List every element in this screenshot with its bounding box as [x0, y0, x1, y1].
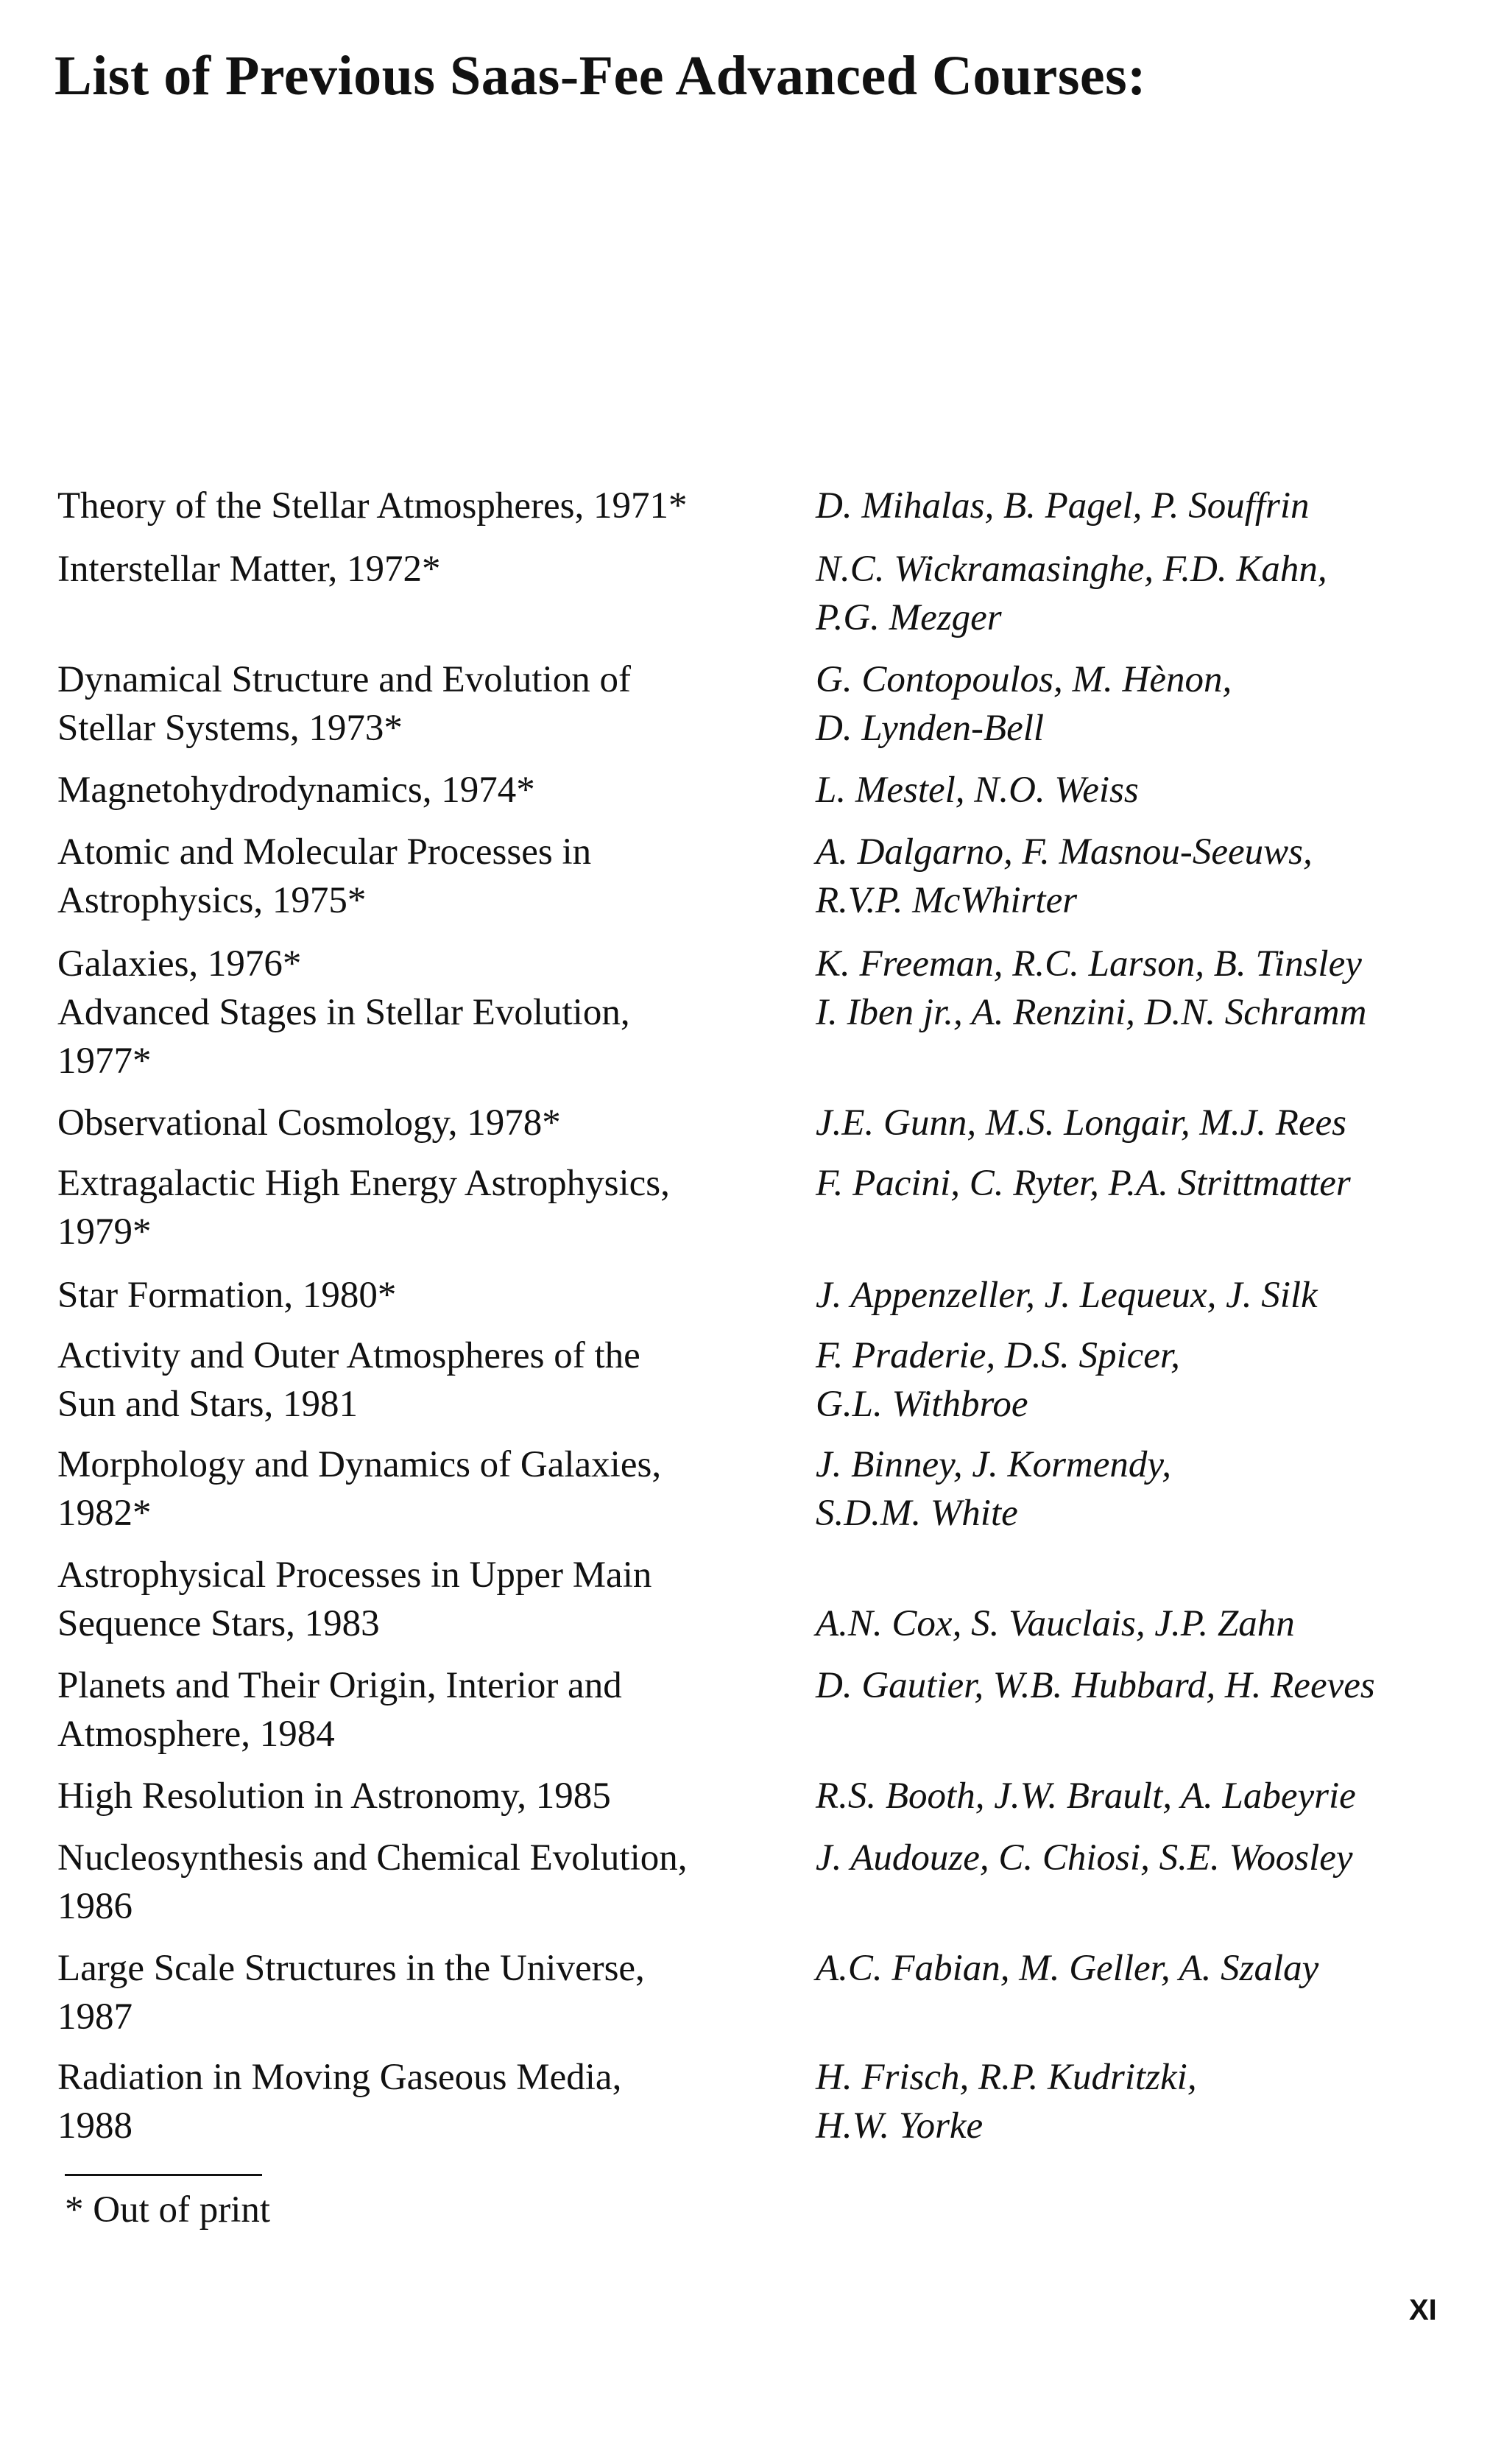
- course-lecturers: [816, 1331, 1180, 1429]
- course-title: [57, 1661, 622, 1759]
- course-title-line: Advanced Stages in Stellar Evolution,: [57, 992, 630, 1033]
- course-title: [57, 1099, 561, 1147]
- course-lecturers: [816, 482, 1310, 530]
- course-title-line: Nucleosynthesis and Chemical Evolution,: [57, 1837, 688, 1879]
- lecturers-line: F. Pacini, C. Ryter, P.A. Strittmatter: [816, 1163, 1351, 1204]
- course-title-line: Atmosphere, 1984: [57, 1714, 335, 1755]
- course-title: [57, 1159, 670, 1256]
- lecturers-line: D. Mihalas, B. Pagel, P. Souffrin: [816, 485, 1310, 527]
- course-title-line: 1986: [57, 1886, 133, 1927]
- course-lecturers: [816, 1159, 1351, 1208]
- course-lecturers: [816, 828, 1313, 925]
- course-title: [57, 2053, 621, 2150]
- lecturers-line: D. Gautier, W.B. Hubbard, H. Reeves: [816, 1665, 1375, 1706]
- course-title-line: Atomic and Molecular Processes in: [57, 831, 592, 873]
- lecturers-line: F. Praderie, D.S. Spicer,: [816, 1335, 1180, 1376]
- course-title-line: Stellar Systems, 1973*: [57, 708, 403, 749]
- course-title-line: 1982*: [57, 1493, 152, 1534]
- course-title: [57, 655, 631, 753]
- course-title-line: 1988: [57, 2105, 133, 2147]
- lecturers-line: J. Appenzeller, J. Lequeux, J. Silk: [816, 1275, 1318, 1316]
- course-title-line: Observational Cosmology, 1978*: [57, 1102, 561, 1144]
- course-lecturers: [816, 1599, 1295, 1648]
- course-title: [57, 1944, 645, 2041]
- course-lecturers: [816, 940, 1362, 988]
- course-lecturers: [816, 1271, 1318, 1320]
- course-title-line: Radiation in Moving Gaseous Media,: [57, 2057, 622, 2098]
- lecturers-line: I. Iben jr., A. Renzini, D.N. Schramm: [816, 992, 1367, 1033]
- lecturers-line: A.N. Cox, S. Vauclais, J.P. Zahn: [816, 1603, 1295, 1644]
- course-title-line: Activity and Outer Atmospheres of the: [57, 1335, 640, 1376]
- course-title-line: Star Formation, 1980*: [57, 1275, 397, 1316]
- course-title-line: 1977*: [57, 1041, 152, 1082]
- course-title: [57, 1772, 611, 1820]
- course-title-line: 1979*: [57, 1211, 152, 1253]
- course-title-line: 1987: [57, 1996, 133, 2038]
- course-lecturers: [816, 1440, 1171, 1538]
- lecturers-line: G.L. Withbroe: [816, 1384, 1028, 1425]
- course-title-line: Large Scale Structures in the Universe,: [57, 1948, 645, 1989]
- course-title-line: Extragalactic High Energy Astrophysics,: [57, 1163, 670, 1204]
- lecturers-line: A.C. Fabian, M. Geller, A. Szalay: [816, 1948, 1319, 1989]
- course-lecturers: [816, 1099, 1346, 1147]
- course-title-line: Planets and Their Origin, Interior and: [57, 1665, 622, 1706]
- course-title: [57, 940, 301, 988]
- lecturers-line: D. Lynden-Bell: [816, 708, 1045, 749]
- course-title-line: Astrophysics, 1975*: [57, 880, 367, 921]
- course-title: [57, 1271, 396, 1320]
- course-title: [57, 482, 688, 530]
- course-title: [57, 1551, 652, 1648]
- lecturers-line: P.G. Mezger: [816, 597, 1002, 638]
- course-lecturers: [816, 1944, 1318, 1993]
- course-title-line: Sequence Stars, 1983: [57, 1603, 380, 1644]
- course-title: [57, 988, 630, 1085]
- course-title: [57, 1331, 640, 1429]
- course-title: [57, 1834, 688, 1931]
- course-title-line: Astrophysical Processes in Upper Main: [57, 1555, 652, 1596]
- lecturers-line: S.D.M. White: [816, 1493, 1018, 1534]
- course-title-line: Magnetohydrodynamics, 1974*: [57, 770, 535, 811]
- course-title-line: Galaxies, 1976*: [57, 943, 302, 985]
- lecturers-line: R.S. Booth, J.W. Brault, A. Labeyrie: [816, 1775, 1356, 1817]
- lecturers-line: N.C. Wickramasinghe, F.D. Kahn,: [816, 549, 1327, 590]
- course-title-line: Sun and Stars, 1981: [57, 1384, 358, 1425]
- course-lecturers: [816, 545, 1327, 642]
- lecturers-line: G. Contopoulos, M. Hènon,: [816, 659, 1232, 700]
- page-title: List of Previous Saas-Fee Advanced Courses:: [54, 45, 1147, 107]
- lecturers-line: J. Audouze, C. Chiosi, S.E. Woosley: [816, 1837, 1353, 1879]
- footnote-rule: [65, 2174, 262, 2176]
- course-title: [57, 766, 535, 814]
- course-lecturers: [816, 1834, 1353, 1882]
- course-lecturers: [816, 2053, 1197, 2150]
- course-title-line: Dynamical Structure and Evolution of: [57, 659, 631, 700]
- lecturers-line: J. Binney, J. Kormendy,: [816, 1444, 1171, 1485]
- page-number: XI: [1409, 2294, 1437, 2326]
- lecturers-line: J.E. Gunn, M.S. Longair, M.J. Rees: [816, 1102, 1346, 1144]
- lecturers-line: A. Dalgarno, F. Masnou-Seeuws,: [816, 831, 1313, 873]
- course-title: [57, 545, 441, 594]
- course-lecturers: [816, 1661, 1375, 1710]
- course-title: [57, 828, 591, 925]
- course-title-line: Theory of the Stellar Atmospheres, 1971*: [57, 485, 688, 527]
- lecturers-line: H.W. Yorke: [816, 2105, 984, 2147]
- course-lecturers: [816, 988, 1366, 1037]
- course-title: [57, 1440, 661, 1538]
- lecturers-line: H. Frisch, R.P. Kudritzki,: [816, 2057, 1197, 2098]
- footnote: * Out of print: [65, 2189, 271, 2231]
- course-title-line: Morphology and Dynamics of Galaxies,: [57, 1444, 662, 1485]
- course-lecturers: [816, 766, 1139, 814]
- course-title-line: High Resolution in Astronomy, 1985: [57, 1775, 611, 1817]
- lecturers-line: R.V.P. McWhirter: [816, 880, 1078, 921]
- course-lecturers: [816, 1772, 1356, 1820]
- course-lecturers: [816, 655, 1232, 753]
- course-title-line: Interstellar Matter, 1972*: [57, 549, 441, 590]
- lecturers-line: L. Mestel, N.O. Weiss: [816, 770, 1139, 811]
- lecturers-line: K. Freeman, R.C. Larson, B. Tinsley: [816, 943, 1362, 985]
